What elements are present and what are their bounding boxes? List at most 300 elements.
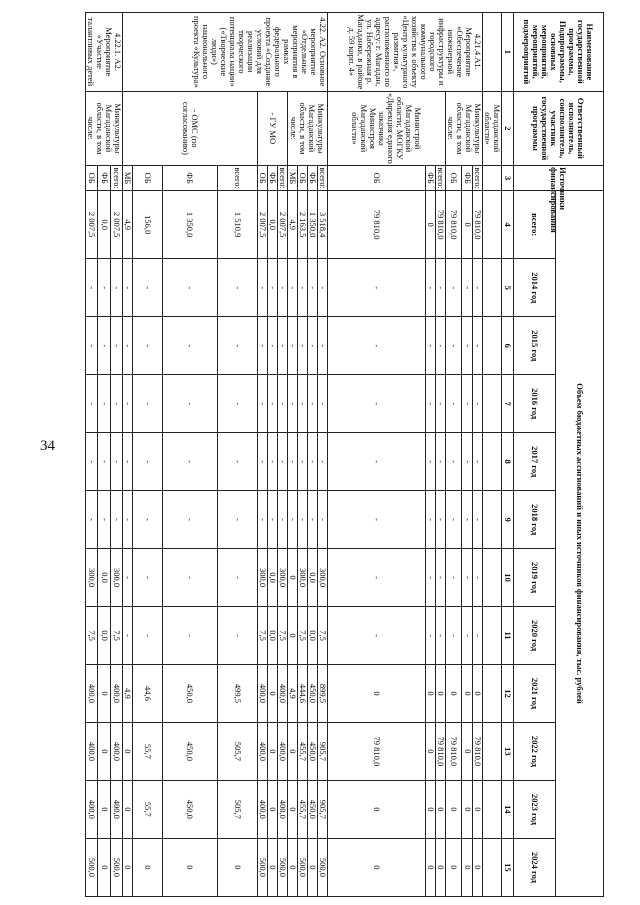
funding-year-value: - [258,259,268,317]
funding-year-value: 300,0 [298,549,308,607]
activity-name: 4.21.4.А1. Мероприятие «Обеспечение инженерной инфраструктуры и городского коммунального хозяйства к объекту «Центр культурного развития», расположенного по адресу: г. Магадан, ул. Набережная р. Магаданки, в районе д. 59 корп. 4» [328,13,483,92]
funding-year-value: - [218,433,258,491]
funding-total: 1 350,0 [308,191,318,259]
funding-year-value: - [426,549,436,607]
funding-year-value: 0 [446,780,462,838]
funding-year-value: 0,0 [268,607,278,665]
funding-year-value: - [446,491,462,549]
funding-year-value: - [328,549,426,607]
column-number: 1 [502,13,514,92]
funding-year-value: - [278,375,288,433]
funding-year-value: - [218,549,258,607]
funding-year-value: 500,0 [318,838,328,896]
funding-year-value: 7,5 [298,607,308,665]
funding-year-value: 400,0 [86,780,98,838]
responsible-executor: - ОМС (по согласованию) [123,91,258,166]
funding-source: МБ [123,166,133,191]
funding-year-value: - [436,317,446,375]
funding-year-value: - [278,259,288,317]
funding-total: 0,0 [98,191,110,259]
column-number-row [502,13,514,897]
table-row [278,13,288,897]
funding-year-value: 300,0 [86,549,98,607]
funding-year-value: 0 [328,838,426,896]
funding-year-value: - [133,433,163,491]
funding-year-value: 450,0 [308,722,318,780]
funding-year-value: 0,0 [98,549,110,607]
funding-year-value: - [288,491,298,549]
funding-year-value: - [446,259,462,317]
funding-year-value: 450,0 [308,664,318,722]
funding-year-value: - [98,491,110,549]
funding-year-value: 0,0 [308,549,318,607]
funding-source: ОБ [328,166,426,191]
funding-year-value: - [436,607,446,665]
funding-year-value: 0 [426,664,436,722]
funding-year-value: 7,5 [278,607,288,665]
funding-year-value: - [123,317,133,375]
funding-year-value: - [446,317,462,375]
funding-source: всего: [472,167,483,189]
funding-year-value: - [328,375,426,433]
table-body [86,13,502,897]
table-row [318,13,328,897]
funding-year-value: 55,7 [133,722,163,780]
funding-year-value: - [308,491,318,549]
funding-year-value: 0 [123,838,133,896]
funding-year-value: - [328,433,426,491]
funding-year-value: 0 [268,664,278,722]
funding-year-value: 300,0 [110,549,122,607]
funding-year-value: 0 [288,722,298,780]
column-number: 13 [502,722,514,780]
rotated-table-container [59,12,604,897]
funding-year-value: - [472,491,482,549]
funding-total: 4,9 [123,191,133,259]
funding-year-value: - [308,259,318,317]
funding-year-value: - [123,433,133,491]
funding-year-value: - [133,375,163,433]
funding-year-value: - [298,433,308,491]
funding-total: 2 007,5 [258,191,268,259]
funding-year-value: - [318,491,328,549]
column-number: 9 [502,491,514,549]
column-number: 7 [502,375,514,433]
funding-year-value: - [472,607,482,665]
funding-source: ФБ [268,166,278,191]
activity-name: 4.22.1. А2. Мероприятие «Участие талантливых детей [86,13,123,92]
table-row [436,13,446,897]
funding-year-value: 400,0 [258,722,268,780]
funding-year-value: 0 [462,664,472,722]
funding-year-value: 0 [426,838,436,896]
column-number: 12 [502,664,514,722]
funding-source: ФБ [308,166,318,191]
funding-year-value: 505,7 [218,722,258,780]
header-name: Наименование государственной программы, Подпрограммы, основных мероприятий, мероприятий, подмероприятий [514,13,604,92]
funding-total: 0 [462,191,472,259]
funding-year-value: 7,5 [86,607,98,665]
table-row [472,13,482,897]
header-row-main [556,13,604,897]
header-year: 2022 год [514,722,556,780]
funding-total: 3 518,4 [318,191,328,259]
funding-year-value: - [123,549,133,607]
header-year: 2021 год [514,664,556,722]
funding-year-value: - [462,433,472,491]
funding-total: 79 810,0 [328,191,426,259]
funding-year-value: 55,7 [133,780,163,838]
funding-year-value: - [288,433,298,491]
funding-year-value: - [123,375,133,433]
funding-year-value: - [446,433,462,491]
funding-year-value: - [472,317,482,375]
column-number: 11 [502,607,514,665]
funding-year-value: - [218,607,258,665]
funding-year-value: - [472,549,482,607]
funding-year-value: - [328,317,426,375]
funding-year-value: 400,0 [110,722,122,780]
funding-source: всего: [218,166,258,191]
header-source: Источники финансирования [514,166,604,191]
header-responsible: Ответственный исполнитель, соисполнитель, участник государственной программы [514,91,604,166]
funding-year-value: 0 [98,780,110,838]
funding-year-value: - [123,491,133,549]
funding-source: ОБ [298,166,308,191]
funding-total: 2 163,5 [298,191,308,259]
funding-year-value: 0 [462,838,472,896]
funding-total: 156,0 [133,191,163,259]
funding-year-value: - [462,491,472,549]
funding-year-value: - [436,259,446,317]
funding-year-value: 500,0 [258,838,268,896]
funding-year-value: 455,7 [298,780,308,838]
funding-year-value: - [318,317,328,375]
funding-year-value: 450,0 [163,664,218,722]
funding-year-value: - [472,259,482,317]
funding-source: всего: [436,167,446,189]
funding-year-value: 450,0 [163,780,218,838]
funding-year-value: 7,5 [258,607,268,665]
funding-year-value: - [86,375,98,433]
funding-source: ОБ [258,166,268,191]
responsible-executor: Минкультуры Магаданской области, в том числе: [446,91,483,166]
header-year: 2015 год [514,317,556,375]
funding-year-value: 400,0 [258,664,268,722]
header-year: 2020 год [514,607,556,665]
funding-year-value: - [123,607,133,665]
funding-year-value: 500,0 [278,838,288,896]
funding-year-value: 0 [288,549,298,607]
header-total: всего: [514,191,556,259]
funding-source: МБ [288,166,298,191]
funding-year-value: 500,0 [110,838,122,896]
funding-year-value: 400,0 [258,780,268,838]
funding-year-value: 0 [446,838,462,896]
funding-year-value: - [110,375,122,433]
funding-year-value: 0 [436,664,446,722]
funding-year-value: - [436,433,446,491]
funding-year-value: - [258,491,268,549]
funding-year-value: - [298,491,308,549]
funding-year-value: - [218,317,258,375]
funding-total: 2 007,5 [86,191,98,259]
funding-year-value: 0 [426,722,436,780]
funding-year-value: 0,0 [308,607,318,665]
funding-year-value: - [308,317,318,375]
funding-year-value: 0 [436,838,446,896]
funding-source: ФБ [98,166,110,191]
funding-year-value: 79 810,0 [328,722,426,780]
funding-year-value: - [278,317,288,375]
funding-year-value: 0,0 [268,549,278,607]
funding-year-value: 300,0 [318,549,328,607]
funding-year-value: 400,0 [278,780,288,838]
funding-year-value: - [110,433,122,491]
funding-year-value: 400,0 [110,780,122,838]
funding-year-value: - [462,259,472,317]
funding-year-value: 300,0 [278,549,288,607]
funding-year-value: - [258,317,268,375]
funding-year-value: 505,7 [218,780,258,838]
funding-year-value: - [110,259,122,317]
funding-year-value: - [436,491,446,549]
responsible-executor: Министрой Магаданской области; МОГКУ «Дирекция единого заказчика Министроя Магаданской области» [328,91,446,166]
responsible-executor: Минкультуры Магаданской области, в том числе: [86,91,123,166]
column-number: 10 [502,549,514,607]
header-year: 2024 год [514,838,556,896]
funding-year-value: - [133,259,163,317]
column-number: 14 [502,780,514,838]
funding-total: 2 007,5 [278,191,288,259]
funding-year-value: - [308,433,318,491]
funding-total: 79 810,0 [472,191,482,259]
funding-year-value: - [462,549,472,607]
funding-year-value: 400,0 [278,722,288,780]
funding-year-value: 400,0 [86,722,98,780]
funding-source: всего: [111,167,122,189]
header-year: 2019 год [514,549,556,607]
funding-year-value: - [328,259,426,317]
header-year: 2014 год [514,259,556,317]
funding-year-value: - [163,259,218,317]
funding-year-value: 0 [123,722,133,780]
funding-year-value: - [268,259,278,317]
funding-year-value: - [98,259,110,317]
column-number: 2 [502,91,514,166]
funding-year-value: 0 [308,838,318,896]
funding-year-value: - [298,375,308,433]
funding-year-value: - [446,549,462,607]
funding-year-value: 0 [288,607,298,665]
funding-total: 1 510,9 [218,191,258,259]
header-year: 2017 год [514,433,556,491]
funding-year-value: - [268,375,278,433]
column-number: 3 [502,166,514,191]
funding-year-value: 79 810,0 [472,722,482,780]
funding-year-value: - [258,375,268,433]
responsible-executor: Минкультуры Магаданской области, в том числе: [288,91,328,166]
funding-year-value: 0 [268,838,278,896]
funding-year-value: - [436,549,446,607]
activity-name: 4.22. А2. Основное мероприятие «Отдельные мероприятия в рамках федерального проекта «Создание условий для реализации творческого потенциала нации» («Творческие люди») национального проекта «Культура» [123,13,328,92]
column-number: 15 [502,838,514,896]
funding-year-value: 0 [462,722,472,780]
funding-year-value: 0 [462,780,472,838]
funding-year-value: - [133,549,163,607]
header-year: 2018 год [514,491,556,549]
funding-year-value: - [288,317,298,375]
funding-year-value: 400,0 [278,664,288,722]
column-number: 4 [502,191,514,259]
funding-year-value: - [268,317,278,375]
funding-year-value: 0 [268,722,278,780]
funding-year-value: - [426,259,436,317]
funding-year-value: - [268,433,278,491]
funding-year-value: 0 [426,780,436,838]
funding-year-value: 450,0 [308,780,318,838]
funding-source: всего: [318,167,328,189]
funding-source: ФБ [163,166,218,191]
funding-year-value: - [110,491,122,549]
funding-source: ФБ [462,166,472,191]
column-number: 5 [502,259,514,317]
funding-year-value: - [308,375,318,433]
funding-year-value: 905,7 [318,780,328,838]
funding-total: 1 350,0 [163,191,218,259]
funding-year-value: 79 810,0 [436,722,446,780]
funding-source: всего: [278,167,288,189]
funding-year-value: - [163,375,218,433]
table-row [218,13,258,897]
funding-year-value: - [86,317,98,375]
funding-year-value: 499,5 [218,664,258,722]
funding-year-value: 455,7 [298,722,308,780]
funding-total: 4,9 [288,191,298,259]
funding-year-value: - [328,607,426,665]
carry-over-responsible: Магаданской области» [483,91,502,166]
funding-total: 2 007,5 [110,191,122,259]
carry-over-row [483,13,502,897]
funding-year-value: 500,0 [298,838,308,896]
funding-year-value: - [446,607,462,665]
funding-year-value: 0 [328,664,426,722]
funding-year-value: - [268,491,278,549]
funding-year-value: 79 810,0 [446,722,462,780]
funding-year-value: - [318,259,328,317]
funding-year-value: - [163,433,218,491]
funding-year-value: - [98,433,110,491]
funding-year-value: 7,5 [110,607,122,665]
funding-year-value: - [123,259,133,317]
funding-year-value: - [163,549,218,607]
funding-total: 0,0 [268,191,278,259]
funding-year-value: - [462,375,472,433]
funding-year-value: 444,6 [298,664,308,722]
funding-table [85,12,604,897]
responsible-executor: - ГУ МО [258,91,288,166]
funding-year-value: - [218,259,258,317]
funding-year-value: 0 [163,838,218,896]
funding-year-value: - [133,317,163,375]
page-number: 34 [40,438,55,454]
funding-year-value: 0 [218,838,258,896]
funding-year-value: 0 [98,664,110,722]
funding-year-value: - [426,491,436,549]
funding-year-value: 0 [288,780,298,838]
funding-year-value: - [426,375,436,433]
funding-year-value: 0 [98,722,110,780]
funding-year-value: 0 [446,664,462,722]
funding-year-value: - [318,375,328,433]
funding-year-value: - [163,607,218,665]
funding-year-value: 0 [133,838,163,896]
funding-year-value: - [462,317,472,375]
funding-source: ОБ [86,166,98,191]
funding-year-value: 0 [472,664,482,722]
funding-year-value: 0 [436,780,446,838]
funding-source: ФБ [426,166,436,191]
funding-year-value: 0 [123,780,133,838]
funding-year-value: - [86,433,98,491]
funding-year-value: - [278,491,288,549]
funding-year-value: - [98,375,110,433]
funding-source: ОБ [446,166,462,191]
funding-year-value: - [298,317,308,375]
header-year: 2023 год [514,780,556,838]
funding-total: 0 [426,191,436,259]
funding-year-value: - [318,433,328,491]
funding-year-value: 450,0 [163,722,218,780]
funding-year-value: 0 [472,838,482,896]
funding-year-value: 4,9 [288,664,298,722]
funding-year-value: 400,0 [110,664,122,722]
funding-year-value: - [163,317,218,375]
funding-year-value: - [278,433,288,491]
funding-total: 79 810,0 [436,191,446,259]
funding-year-value: - [163,491,218,549]
funding-year-value: 0 [98,838,110,896]
funding-source: ОБ [133,166,163,191]
funding-year-value: - [133,491,163,549]
funding-year-value: 500,0 [86,838,98,896]
funding-year-value: 0 [288,838,298,896]
funding-year-value: - [98,317,110,375]
funding-year-value: - [86,259,98,317]
funding-year-value: - [288,375,298,433]
funding-year-value: - [218,375,258,433]
funding-year-value: 905,7 [318,722,328,780]
funding-year-value: 44,6 [133,664,163,722]
funding-year-value: - [328,491,426,549]
funding-year-value: - [288,259,298,317]
funding-year-value: - [258,433,268,491]
funding-year-value: 7,5 [318,607,328,665]
funding-year-value: 0 [268,780,278,838]
funding-year-value: - [86,491,98,549]
funding-year-value: - [426,607,436,665]
funding-year-value: 0,0 [98,607,110,665]
funding-year-value: - [472,375,482,433]
funding-total: 79 810,0 [446,191,462,259]
funding-year-value: - [446,375,462,433]
funding-year-value: - [472,433,482,491]
funding-year-value: 899,5 [318,664,328,722]
funding-year-value: - [218,491,258,549]
funding-year-value: - [298,259,308,317]
funding-year-value: - [426,317,436,375]
funding-year-value: 300,0 [258,549,268,607]
